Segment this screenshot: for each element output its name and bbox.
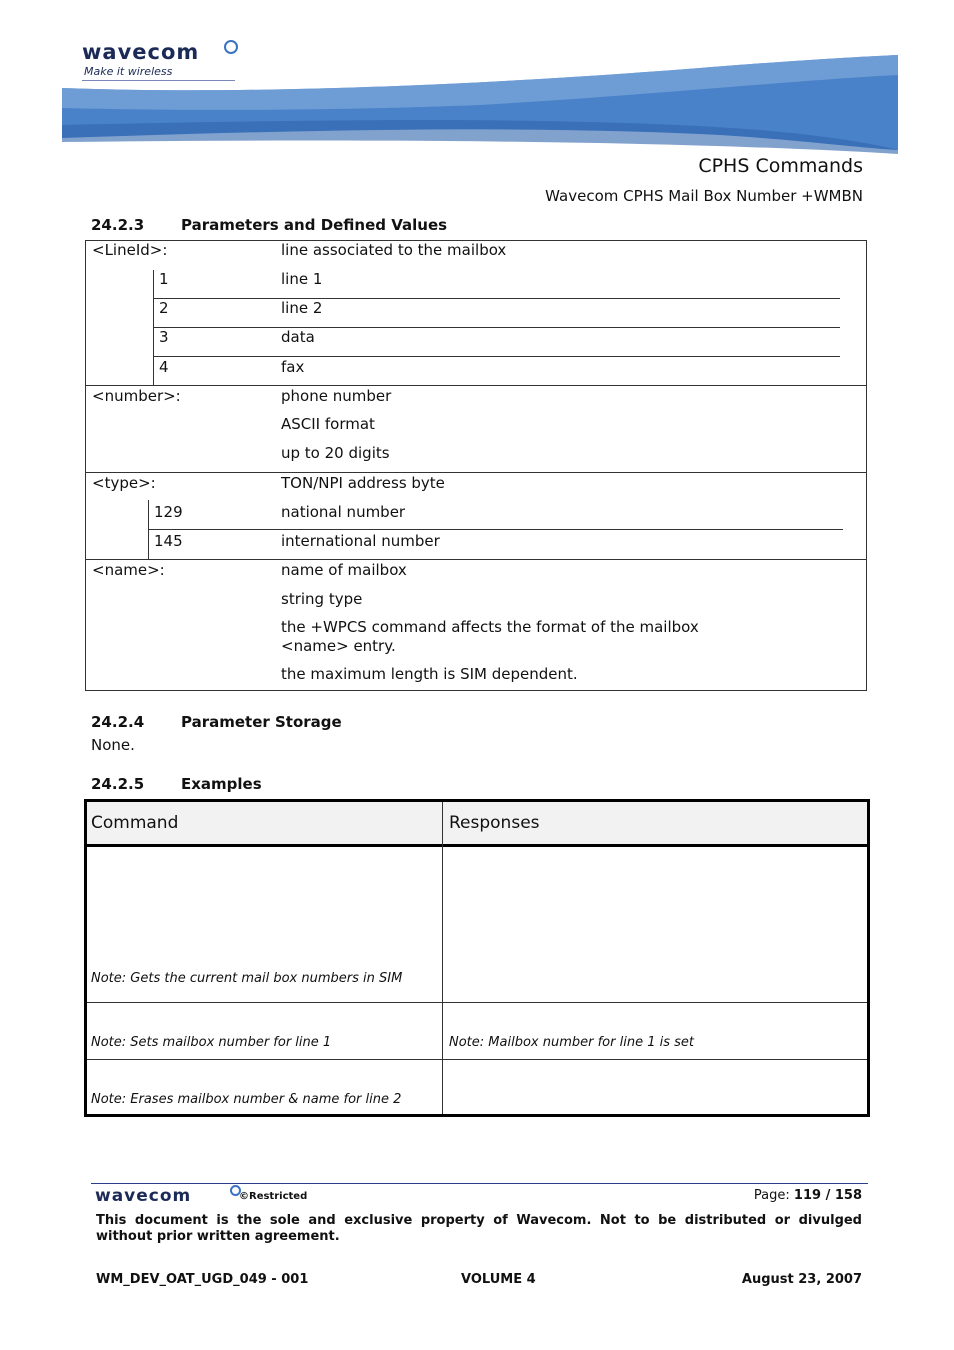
command-note: Note: Gets the current mail box numbers in SIM [91,971,403,986]
page-sep: / [821,1188,835,1203]
param-name-line: <name> entry. [281,637,396,655]
param-type-desc: TON/NPI address byte [281,474,445,492]
page-current: 119 [793,1188,822,1203]
param-number-line: ASCII format [281,415,375,433]
type-value: international number [281,532,440,550]
heading-number: 24.2.5 [91,775,145,793]
section-divider [86,472,866,473]
param-lineid-desc: line associated to the mailbox [281,241,507,259]
section-subtitle: Wavecom CPHS Mail Box Number +WMBN [545,187,863,205]
heading-title: Parameters and Defined Values [181,216,448,234]
column-divider [442,802,443,1114]
row-divider [148,529,843,530]
command-note: Note: Sets mailbox number for line 1 [91,1035,332,1050]
footer-restricted: ©Restricted [239,1191,308,1202]
examples-header-row [87,802,867,847]
lineid-value: data [281,328,315,346]
command-note: Note: Erases mailbox number & name for line 2 [91,1092,402,1107]
heading-title: Examples [181,775,262,793]
footer-date: August 23, 2007 [741,1272,862,1287]
param-lineid-label: <LineId>: [92,241,168,259]
header-command: Command [91,813,179,833]
page-label: Page: [753,1188,790,1203]
param-name-line: the maximum length is SIM dependent. [281,665,578,683]
section-divider [86,559,866,560]
row-divider [153,356,840,357]
lineid-value: line 1 [281,270,323,288]
section-title: CPHS Commands [698,155,863,177]
type-code: 129 [154,503,183,521]
lineid-value: line 2 [281,299,323,317]
footer-doc-id: WM_DEV_OAT_UGD_049 - 001 [96,1272,309,1287]
heading-number: 24.2.4 [91,713,145,731]
response-note: Note: Mailbox number for line 1 is set [449,1035,694,1050]
param-number-line: phone number [281,387,392,405]
param-type-label: <type>: [92,474,156,492]
param-name-line: string type [281,590,363,608]
heading-examples [91,775,262,793]
wavecom-logo: wavecom [82,40,200,64]
page-total: 158 [834,1188,862,1203]
examples-table [84,799,870,1117]
logo-tagline: Make it wireless [84,65,173,78]
footer-logo: wavecom [95,1186,192,1206]
header-responses: Responses [449,813,540,833]
heading-parameters [91,216,447,234]
lineid-code: 1 [159,270,169,288]
footer-volume: VOLUME 4 [461,1272,536,1287]
type-value: national number [281,503,406,521]
lineid-code: 2 [159,299,169,317]
param-number-line: up to 20 digits [281,444,390,462]
param-name-line: the +WPCS command affects the format of the mailbox [281,618,699,636]
section-divider [86,385,866,386]
footer-page-number [754,1188,862,1203]
row-divider [153,298,840,299]
row-divider [153,327,840,328]
row-divider [87,1059,867,1060]
heading-storage [91,713,342,731]
type-code: 145 [154,532,183,550]
param-number-label: <number>: [92,387,181,405]
param-name-line: name of mailbox [281,561,407,579]
heading-title: Parameter Storage [181,713,342,731]
lineid-code: 3 [159,328,169,346]
heading-number: 24.2.3 [91,216,145,234]
param-name-label: <name>: [92,561,165,579]
footer-rule [91,1183,868,1184]
lineid-value: fax [281,358,305,376]
storage-body: None. [91,736,135,754]
row-divider [87,1002,867,1003]
parameters-table [85,240,867,691]
lineid-code: 4 [159,358,169,376]
header-wave-banner [0,50,954,160]
footer-notice: This document is the sole and exclusive property of Wavecom. Not to be distributed or divulged without prior written agreement. [96,1213,862,1244]
